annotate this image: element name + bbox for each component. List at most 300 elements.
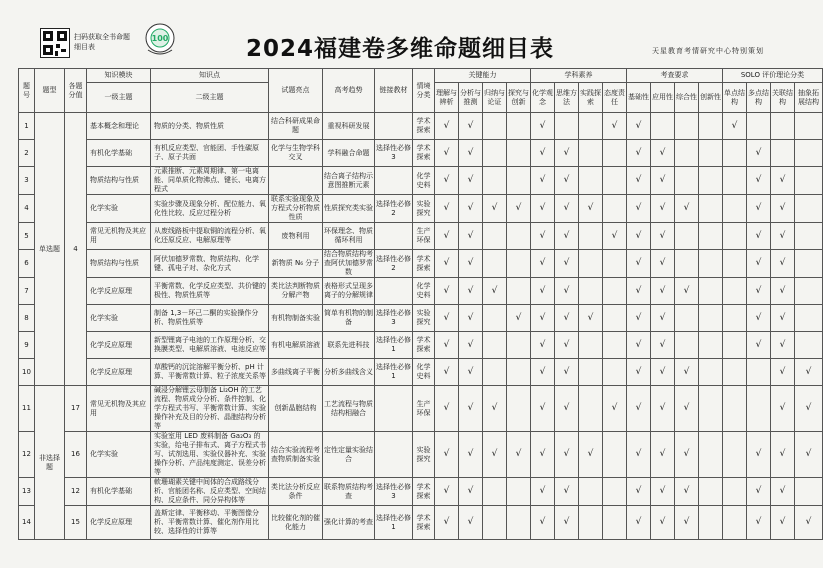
check-cell: √	[435, 359, 459, 386]
check-cell: √	[555, 250, 579, 278]
logo-number: 100	[151, 34, 169, 43]
row-number: 14	[19, 506, 35, 540]
check-cell: √	[771, 278, 795, 305]
situation-cell: 学术探索	[413, 506, 435, 540]
feature-cell: 类比法判断物质分解产物	[269, 278, 323, 305]
feature-cell: 废物利用	[269, 223, 323, 250]
check-cell	[507, 250, 531, 278]
check-cell: √	[459, 506, 483, 540]
check-cell	[651, 113, 675, 140]
feature-cell: 新物质 N₆ 分子	[269, 250, 323, 278]
check-cell: √	[531, 432, 555, 478]
check-cell	[771, 140, 795, 167]
check-cell	[507, 478, 531, 506]
feature-cell: 有机物制备实验	[269, 305, 323, 332]
col-question-type: 题型	[35, 69, 65, 113]
check-cell: √	[627, 305, 651, 332]
check-cell	[699, 167, 723, 195]
check-cell: √	[435, 332, 459, 359]
col-key-ability: 关键能力	[435, 69, 531, 83]
knowledge-point-cell: 草酸钙的沉淀溶解平衡分析、pH 计算、平衡常数计算、粒子浓度关系等	[151, 359, 269, 386]
textbook-cell	[375, 167, 413, 195]
check-cell: √	[651, 359, 675, 386]
check-cell: √	[747, 432, 771, 478]
check-cell: √	[531, 250, 555, 278]
check-cell	[699, 305, 723, 332]
row-number: 12	[19, 432, 35, 478]
situation-cell: 实验探究	[413, 305, 435, 332]
check-cell	[507, 332, 531, 359]
check-cell: √	[771, 432, 795, 478]
check-cell: √	[771, 332, 795, 359]
table-row	[19, 195, 823, 223]
check-cell: √	[435, 223, 459, 250]
check-cell	[699, 278, 723, 305]
check-cell: √	[603, 386, 627, 432]
trend-cell: 结合物质结构考查阿伏加德罗常数	[324, 250, 373, 276]
check-cell	[603, 478, 627, 506]
check-cell: √	[435, 432, 459, 478]
check-cell: √	[459, 140, 483, 167]
knowledge-point-cell: 碱浸分解锂云母制备 Li₂OH 的工艺流程、物质成分分析、条件控制、化学方程式书写、平衡常数计算、实验操作补充及目的分析、晶胞结构分析等	[151, 386, 269, 432]
knowledge-module-cell: 化学实验	[87, 432, 151, 478]
trend-cell: 联系物质结构考查	[323, 478, 375, 506]
check-cell: √	[531, 506, 555, 540]
check-cell: √	[771, 167, 795, 195]
textbook-cell: 选择性必修 2	[375, 195, 413, 223]
trend-cell: 工艺流程与物质结构相融合	[323, 386, 375, 432]
knowledge-point-cell: 实验室用 LED 废料制备 Ga₂O₃ 的实验，给电子排布式、离子方程式书写、试剂选用、实验仪器补充、实验操作分析、产品纯度测定、误差分析等	[151, 432, 269, 478]
col-exam-trend: 高考趋势	[323, 69, 375, 113]
check-cell: √	[603, 113, 627, 140]
check-cell: √	[627, 478, 651, 506]
qr-code-icon[interactable]	[40, 28, 70, 58]
row-number: 13	[19, 478, 35, 506]
situation-cell: 化学史料	[413, 278, 435, 305]
knowledge-point-cell: 有机反应类型、官能团、手性碳原子、原子共面	[151, 140, 269, 167]
check-cell: √	[531, 167, 555, 195]
col-level2: 二级主题	[151, 83, 269, 113]
check-cell: √	[627, 167, 651, 195]
check-cell: √	[651, 432, 675, 478]
table-row	[19, 278, 823, 305]
check-cell: √	[627, 359, 651, 386]
check-cell	[747, 359, 771, 386]
check-cell	[579, 167, 603, 195]
check-cell: √	[771, 223, 795, 250]
check-cell: √	[459, 359, 483, 386]
check-cell: √	[651, 167, 675, 195]
knowledge-module-cell: 化学反应原理	[87, 506, 151, 540]
row-number: 8	[19, 305, 35, 332]
question-number-cell: 12	[65, 478, 87, 506]
col-literacy: 学科素养	[531, 69, 627, 83]
check-cell	[699, 250, 723, 278]
check-cell	[555, 113, 579, 140]
check-cell: √	[771, 506, 795, 540]
trend-cell: 强化计算的考查	[323, 506, 375, 540]
check-cell	[795, 278, 823, 305]
check-cell: √	[459, 195, 483, 223]
check-cell	[483, 506, 507, 540]
check-cell	[675, 250, 699, 278]
check-cell: √	[651, 386, 675, 432]
check-cell	[723, 250, 747, 278]
check-cell	[675, 305, 699, 332]
check-cell	[507, 278, 531, 305]
col-requirement-0: 基础性	[627, 83, 651, 113]
trend-cell: 表格形式呈现多离子的分解规律	[323, 278, 375, 305]
check-cell: √	[555, 167, 579, 195]
check-cell	[723, 478, 747, 506]
col-solo-2: 关联结构	[771, 83, 795, 113]
row-number: 4	[19, 195, 35, 223]
feature-cell: 比较催化剂的催化能力	[269, 506, 323, 540]
check-cell: √	[771, 359, 795, 386]
check-cell: √	[435, 250, 459, 278]
col-features: 试题亮点	[269, 69, 323, 113]
knowledge-module-cell: 基本概念和理论	[87, 113, 151, 140]
table-row	[19, 223, 823, 250]
textbook-cell: 选择性必修 2	[375, 250, 413, 278]
table-row	[19, 167, 823, 195]
question-number-cell: 16	[65, 432, 87, 478]
check-cell	[579, 506, 603, 540]
check-cell: √	[531, 359, 555, 386]
check-cell	[795, 113, 823, 140]
check-cell: √	[675, 432, 699, 478]
page-header	[0, 0, 800, 62]
check-cell: √	[795, 386, 823, 432]
check-cell	[603, 167, 627, 195]
check-cell: √	[435, 167, 459, 195]
situation-cell: 学术探索	[413, 332, 435, 359]
check-cell	[699, 432, 723, 478]
question-type-cell: 非选择题	[35, 386, 65, 540]
check-cell	[579, 113, 603, 140]
textbook-cell: 选择性必修 3	[375, 305, 413, 332]
row-number: 11	[19, 386, 35, 432]
check-cell: √	[651, 195, 675, 223]
check-cell: √	[435, 506, 459, 540]
check-cell: √	[603, 223, 627, 250]
col-requirement-1: 应用性	[651, 83, 675, 113]
trend-cell: 结合离子结构示意图推断元素	[323, 167, 375, 195]
check-cell	[579, 478, 603, 506]
mascot-logo-icon	[140, 20, 180, 58]
knowledge-point-cell: 从废线路板中提取铜的流程分析、氧化还原反应、电解原理等	[151, 223, 269, 250]
check-cell	[675, 113, 699, 140]
check-cell	[795, 167, 823, 195]
check-cell: √	[459, 167, 483, 195]
check-cell: √	[627, 140, 651, 167]
col-solo-1: 多点结构	[747, 83, 771, 113]
check-cell	[603, 195, 627, 223]
check-cell	[483, 250, 507, 278]
check-cell: √	[507, 305, 531, 332]
knowledge-module-cell: 有机化学基础	[87, 478, 151, 506]
check-cell	[579, 223, 603, 250]
check-cell: √	[627, 278, 651, 305]
table-row	[19, 506, 823, 540]
exam-spec-table	[18, 68, 823, 540]
textbook-cell	[375, 386, 413, 432]
check-cell	[579, 278, 603, 305]
check-cell: √	[483, 195, 507, 223]
situation-cell: 实验探究	[413, 432, 435, 478]
check-cell: √	[459, 113, 483, 140]
col-solo-3: 抽象拓展结构	[795, 83, 823, 113]
trend-cell: 联系先进科技	[323, 332, 375, 359]
check-cell	[483, 305, 507, 332]
check-cell: √	[627, 386, 651, 432]
knowledge-point-cell: 盖斯定律、平衡移动、平衡图像分析、平衡常数计算、催化剂作用比较、选择性的计算等	[151, 506, 269, 540]
check-cell: √	[627, 432, 651, 478]
check-cell: √	[531, 332, 555, 359]
check-cell: √	[627, 332, 651, 359]
question-number-cell: 17	[65, 386, 87, 432]
check-cell	[579, 359, 603, 386]
check-cell: √	[555, 432, 579, 478]
situation-cell: 化学史料	[413, 359, 435, 386]
check-cell: √	[651, 250, 675, 278]
check-cell: √	[555, 506, 579, 540]
col-ability-1: 分析与推测	[459, 83, 483, 113]
row-number: 7	[19, 278, 35, 305]
check-cell: √	[747, 195, 771, 223]
check-cell	[507, 167, 531, 195]
check-cell: √	[795, 432, 823, 478]
situation-cell: 学术探索	[413, 140, 435, 167]
col-solo-0: 单点结构	[723, 83, 747, 113]
check-cell	[483, 478, 507, 506]
knowledge-point-cell: 物质的分类、物质性质	[151, 113, 269, 140]
check-cell: √	[747, 278, 771, 305]
check-cell	[723, 386, 747, 432]
col-ability-3: 探究与创新	[507, 83, 531, 113]
check-cell: √	[771, 478, 795, 506]
check-cell: √	[747, 305, 771, 332]
check-cell	[723, 167, 747, 195]
row-number: 6	[19, 250, 35, 278]
check-cell	[579, 332, 603, 359]
check-cell: √	[483, 432, 507, 478]
col-knowledge-module: 知识模块	[87, 69, 151, 83]
check-cell	[699, 506, 723, 540]
check-cell	[483, 359, 507, 386]
knowledge-point-cell: 平衡常数、化学反应类型、共价键的极性、物质性质等	[151, 278, 269, 305]
check-cell: √	[675, 278, 699, 305]
page-subtitle: 天星教育考情研究中心特别策划	[652, 47, 764, 55]
check-cell: √	[555, 223, 579, 250]
check-cell: √	[531, 223, 555, 250]
table-row	[19, 432, 823, 478]
check-cell: √	[747, 506, 771, 540]
textbook-cell: 选择性必修 3	[375, 140, 413, 167]
check-cell	[675, 332, 699, 359]
col-requirement: 考查要求	[627, 69, 723, 83]
feature-cell: 结合实验流程考查物质制备实验	[269, 432, 323, 478]
check-cell	[699, 223, 723, 250]
check-cell: √	[459, 332, 483, 359]
col-question-number: 题号	[19, 69, 35, 113]
check-cell: √	[459, 432, 483, 478]
feature-cell: 联系实验现象及方程式分析物质性质	[269, 195, 323, 223]
check-cell: √	[675, 506, 699, 540]
check-cell: √	[555, 386, 579, 432]
check-cell	[675, 167, 699, 195]
check-cell	[579, 250, 603, 278]
textbook-cell	[375, 278, 413, 305]
knowledge-module-cell: 有机化学基础	[87, 140, 151, 167]
check-cell: √	[555, 478, 579, 506]
check-cell: √	[555, 195, 579, 223]
check-cell: √	[459, 386, 483, 432]
check-cell: √	[483, 386, 507, 432]
check-cell	[675, 223, 699, 250]
check-cell: √	[771, 386, 795, 432]
table-row	[19, 305, 823, 332]
table-row	[19, 113, 823, 140]
question-type-cell: 单选题	[35, 113, 65, 386]
check-cell	[723, 359, 747, 386]
check-cell	[699, 113, 723, 140]
knowledge-point-cell: 新型锂离子电池的工作原理分析、交换膜类型、电解质溶液、电池反应等	[151, 332, 269, 359]
knowledge-module-cell: 常见无机物及其应用	[87, 386, 151, 432]
check-cell: √	[651, 478, 675, 506]
knowledge-point-cell: 阿伏加德罗常数、物质结构、化学键、孤电子对、杂化方式	[151, 250, 269, 278]
knowledge-module-cell: 化学实验	[87, 305, 151, 332]
check-cell: √	[747, 140, 771, 167]
knowledge-module-cell: 化学反应原理	[87, 278, 151, 305]
check-cell: √	[771, 250, 795, 278]
table-row	[19, 140, 823, 167]
check-cell: √	[747, 250, 771, 278]
feature-cell: 多曲线离子平衡	[269, 359, 323, 386]
knowledge-module-cell: 化学实验	[87, 195, 151, 223]
check-cell	[507, 359, 531, 386]
knowledge-point-cell: 元素推断、元素周期律、第一电离能、同单质化物沸点、键长、电离方程式	[151, 167, 269, 195]
check-cell	[795, 223, 823, 250]
check-cell: √	[627, 250, 651, 278]
col-solo: SOLO 评价理论分类	[723, 69, 823, 83]
situation-cell: 生产环保	[413, 223, 435, 250]
knowledge-point-cell: 制备 1,3－环己二酮的实验操作分析、物质性质等	[151, 305, 269, 332]
check-cell	[795, 140, 823, 167]
knowledge-module-cell: 物质结构与性质	[87, 167, 151, 195]
col-literacy-2: 实践探索	[579, 83, 603, 113]
check-cell	[795, 250, 823, 278]
col-literacy-3: 态度责任	[603, 83, 627, 113]
col-level1: 一级主题	[87, 83, 151, 113]
col-requirement-2: 综合性	[675, 83, 699, 113]
textbook-cell	[375, 432, 413, 478]
check-cell	[675, 140, 699, 167]
check-cell: √	[747, 332, 771, 359]
check-cell	[603, 506, 627, 540]
check-cell	[483, 167, 507, 195]
textbook-cell: 选择性必修 1	[375, 506, 413, 540]
check-cell: √	[651, 278, 675, 305]
check-cell	[507, 506, 531, 540]
col-situation: 情境分类	[413, 69, 435, 113]
situation-cell: 学术探索	[413, 250, 435, 278]
check-cell: √	[531, 113, 555, 140]
situation-cell: 化学史料	[413, 167, 435, 195]
check-cell	[699, 386, 723, 432]
check-cell: √	[675, 359, 699, 386]
check-cell: √	[555, 278, 579, 305]
trend-cell: 分析多曲线含义	[323, 359, 375, 386]
trend-cell: 简单有机物的制备	[323, 305, 375, 332]
situation-cell: 学术探索	[413, 478, 435, 506]
trend-cell: 重视科研发展	[323, 113, 375, 140]
check-cell: √	[555, 359, 579, 386]
check-cell: √	[651, 223, 675, 250]
col-requirement-3: 创新性	[699, 83, 723, 113]
knowledge-module-cell: 化学反应原理	[87, 332, 151, 359]
check-cell: √	[459, 223, 483, 250]
col-ability-0: 理解与辨析	[435, 83, 459, 113]
check-cell	[507, 223, 531, 250]
check-cell: √	[459, 250, 483, 278]
check-cell	[747, 113, 771, 140]
check-cell: √	[651, 305, 675, 332]
check-cell: √	[483, 278, 507, 305]
check-cell	[603, 432, 627, 478]
knowledge-module-cell: 化学反应原理	[87, 359, 151, 386]
check-cell: √	[651, 140, 675, 167]
check-cell: √	[507, 195, 531, 223]
textbook-cell	[375, 113, 413, 140]
row-number: 3	[19, 167, 35, 195]
check-cell	[603, 332, 627, 359]
check-cell: √	[435, 195, 459, 223]
feature-cell: 类比法分析反应条件	[269, 478, 323, 506]
textbook-cell: 选择性必修 1	[375, 332, 413, 359]
check-cell: √	[435, 278, 459, 305]
check-cell: √	[651, 332, 675, 359]
check-cell	[723, 506, 747, 540]
check-cell	[603, 359, 627, 386]
check-cell: √	[627, 223, 651, 250]
feature-cell: 创新晶胞结构	[269, 386, 323, 432]
check-cell	[603, 140, 627, 167]
row-number: 9	[19, 332, 35, 359]
check-cell	[723, 305, 747, 332]
check-cell	[699, 359, 723, 386]
check-cell	[723, 432, 747, 478]
check-cell: √	[555, 140, 579, 167]
knowledge-point-cell: 实验步骤及现象分析、配位能力、氧化性比较、反应过程分析	[151, 195, 269, 223]
col-textbook: 链接教材	[375, 69, 413, 113]
check-cell	[723, 278, 747, 305]
check-cell	[483, 332, 507, 359]
table-row	[19, 386, 823, 432]
col-ability-2: 归纳与论证	[483, 83, 507, 113]
table-row	[19, 478, 823, 506]
knowledge-module-cell: 物质结构与性质	[87, 250, 151, 278]
check-cell: √	[555, 305, 579, 332]
col-knowledge-point: 知识点	[151, 69, 269, 83]
check-cell: √	[531, 386, 555, 432]
check-cell	[603, 278, 627, 305]
check-cell: √	[435, 478, 459, 506]
check-cell: √	[459, 278, 483, 305]
trend-cell: 环保理念、物质循环利用	[323, 223, 375, 250]
check-cell: √	[747, 223, 771, 250]
check-cell: √	[651, 506, 675, 540]
